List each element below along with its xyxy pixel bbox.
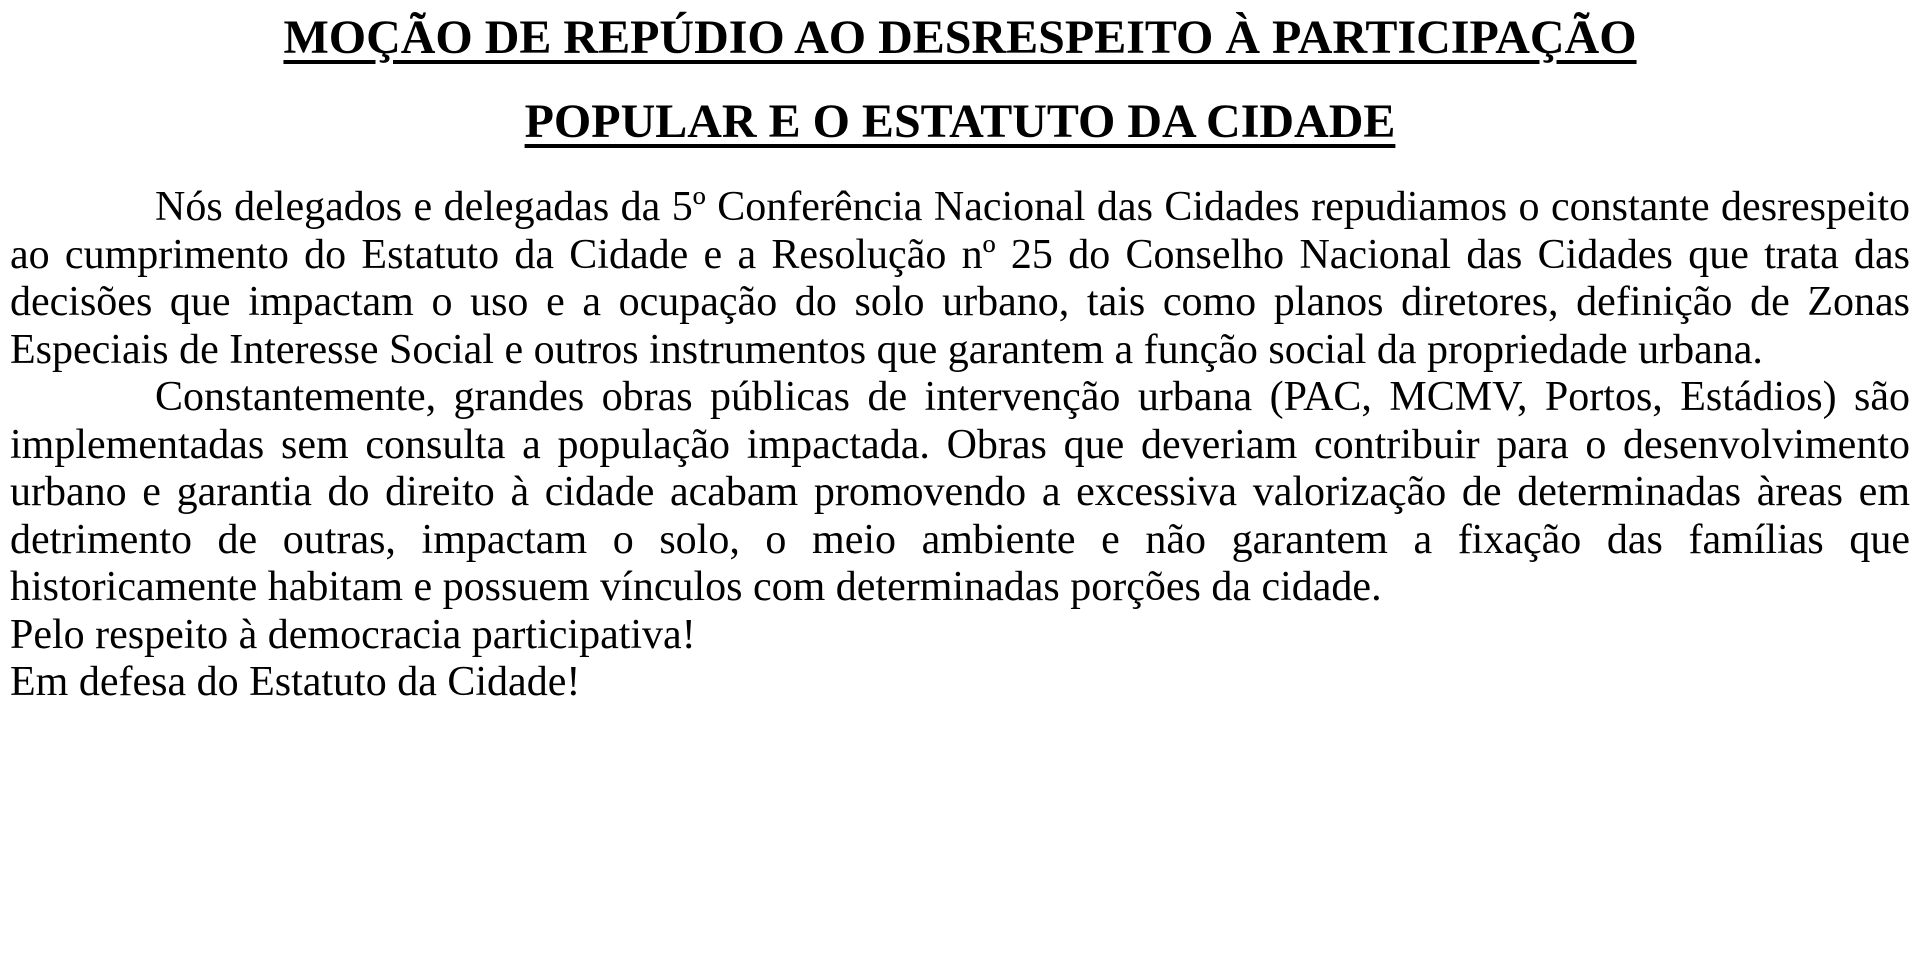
closing-line-estatuto: Em defesa do Estatuto da Cidade!	[10, 659, 581, 705]
document-title-line-2	[10, 92, 1910, 152]
document-body	[10, 184, 1910, 707]
paragraph-obras: Constantemente, grandes obras públicas de intervenção urbana (PAC, MCMV, Portos, Estádios) são implementadas sem consulta a população impactada. Obras que deveriam contribuir para o desenvolvimento urbano e garantia do direito à cidade acabam promovendo a excessiva valorização de determinadas àreas em detrimento de outras, impactam o solo, o meio ambiente e não garantem a fixação das famílias que historicamente habitam e possuem vínculos com determinadas porções da cidade.	[10, 374, 1910, 610]
closing-line-democracia: Pelo respeito à democracia participativa!	[10, 611, 696, 658]
title-line-1-text: MOÇÃO DE REPÚDIO AO DESRESPEITO À PARTICIPAÇÃO	[283, 11, 1637, 64]
document-title-line-1	[10, 8, 1910, 68]
title-line-2-text: POPULAR E O ESTATUTO DA CIDADE	[524, 95, 1396, 148]
paragraph-repudio: Nós delegados e delegadas da 5º Conferência Nacional das Cidades repudiamos o constante desrespeito ao cumprimento do Estatuto da Cidade e a Resolução nº 25 do Conselho Nacional das Cidades que trata das decisões que impactam o uso e a ocupação do solo urbano, tais como planos diretores, definição de Zonas Especiais de Interesse Social e outros instrumentos que garantem a função social da propriedade urbana.	[10, 184, 1910, 373]
